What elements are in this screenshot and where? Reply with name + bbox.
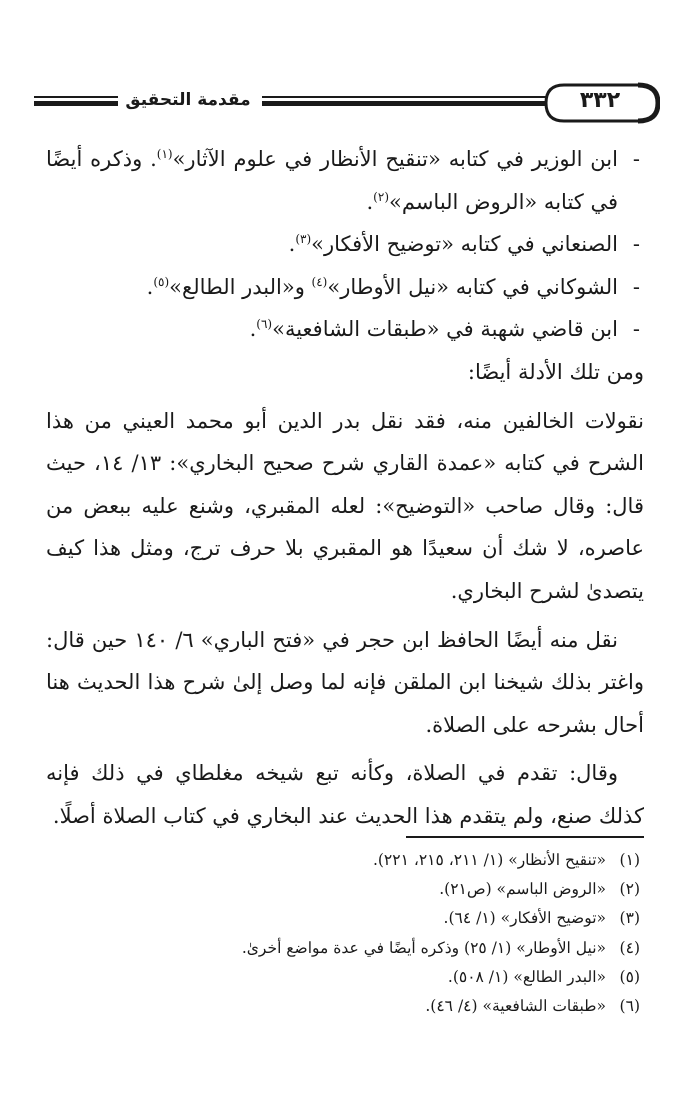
paragraph: نقولات الخالفين منه، فقد نقل بدر الدين أبو محمد العيني من هذا الشرح في كتابه «عمدة القاري شرح صحيح البخاري»: ١٣/ ١٤، حيث قال: وقال صاحب «التوضيح»: لعله المقبري، وشنع عليه ببعض من عاصره، لا شك أن سعيدًا هو المقبري بلا حرف ترج، ومثل هذا كيف يتصدىٰ لشرح البخاري. [46,408,644,603]
footnote: (٣) «توضيح الأفكار» (١/ ٦٤). [443,909,640,928]
footnote-ref: (١) [156,147,173,161]
footnote-ref: (٣) [295,232,312,247]
footnote: (٦) «طبقات الشافعية» (٤/ ٤٦). [425,997,640,1016]
header-rule-left-top [262,96,548,98]
footnote: (٢) «الروض الباسم» (ص٢١). [439,880,640,899]
page-header [34,82,660,124]
footnote: (٥) «البدر الطالع» (١/ ٥٠٨). [447,967,640,986]
paragraph: وقال: تقدم في الصلاة، وكأنه تبع شيخه مغلطاي في ذلك فإنه كذلك صنع، ولم يتقدم هذا الحديث عند البخاري في كتاب الصلاة أصلًا. [46,761,644,828]
footnote-ref: (٥) [153,274,170,289]
list-item: - الصنعاني في كتابه «توضيح الأفكار»$^{(٣)}$. [46,223,644,266]
paragraph: ومن تلك الأدلة أيضًا: [467,359,644,384]
main-text [46,138,644,838]
footnote-ref: (٤) [311,274,328,289]
page-number: ٣٣٢ [579,88,621,113]
footnote-separator [406,836,644,838]
header-rule-right-bottom [34,101,118,106]
header-rule-right-top [34,96,118,98]
footnote: (١) «تنقيح الأنظار» (١/ ٢١١، ٢١٥، ٢٢١). [372,851,640,869]
list-item: - ابن قاضي شهبة في «طبقات الشافعية»$^{(٦)}$. [46,308,644,351]
paragraph: نقل منه أيضًا الحافظ ابن حجر في «فتح الباري» ٦/ ١٤٠ حين قال: واغتر بذلك شيخنا ابن الملقن فإنه لما وصل إلىٰ شرح هذا الحديث هنا أحال بشرحه على الصلاة. [46,627,644,737]
list-item: - الشوكاني في كتابه «نيل الأوطار»$^{(٤)}$ و«البدر الطالع»$^{(٥)}$. [46,266,644,309]
footnote: (٤) «نيل الأوطار» (١/ ٢٥) وذكره أيضًا في عدة مواضع أخرىٰ. [241,938,640,957]
footnote-ref: (٦) [256,317,273,332]
section-title: مقدمة التحقيق [125,90,251,110]
header-rule-left-bottom [262,101,548,106]
footnotes [46,846,644,1021]
list-item: - ابن الوزير في كتابه «تنقيح الأنظار في علوم الآثار»$^{(١)}$. وذكره أيضًا في كتابه «الروض الباسم»$^{(٢)}$. [46,138,644,223]
footnote-ref: (٢) [373,189,389,204]
